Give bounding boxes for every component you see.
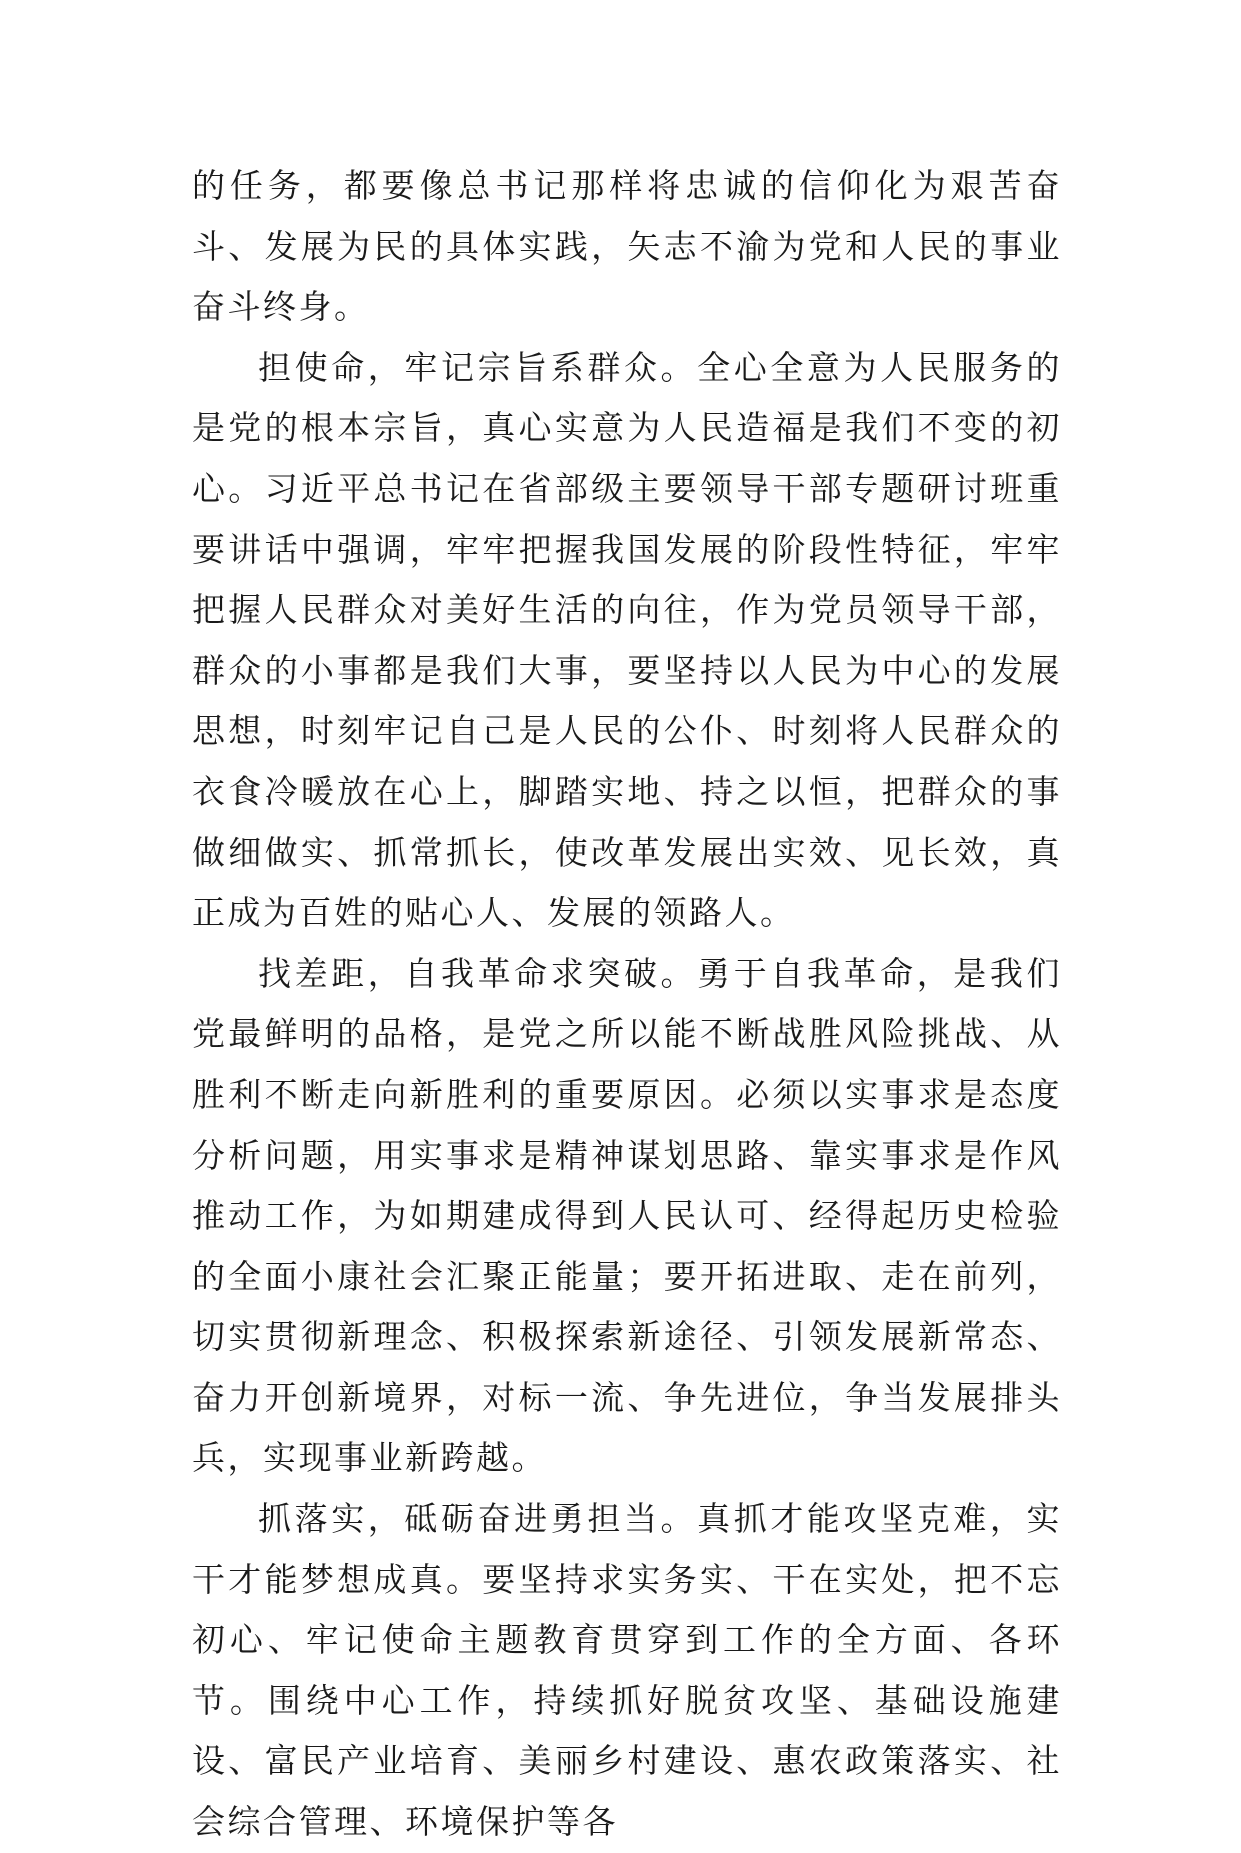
paragraph-2: 担使命，牢记宗旨系群众。全心全意为人民服务的是党的根本宗旨，真心实意为人民造福是我们不变的初心。习近平总书记在省部级主要领导干部专题研讨班重要讲话中强调，牢牢把握我国发展的阶段性特征，牢牢把握人民群众对美好生活的向往，作为党员领导干部，群众的小事都是我们大事，要坚持以人民为中心的发展思想，时刻牢记自己是人民的公仆、时刻将人民群众的衣食冷暖放在心上，脚踏实地、持之以恒，把群众的事做细做实、抓常抓长，使改革发展出实效、见长效，真正成为百姓的贴心人、发展的领路人。	[192, 347, 1062, 933]
paragraph-4: 抓落实，砥砺奋进勇担当。真抓才能攻坚克难，实干才能梦想成真。要坚持求实务实、干在实处，把不忘初心、牢记使命主题教育贯穿到工作的全方面、各环节。围绕中心工作，持续抓好脱贫攻坚、基础设施建设、富民产业培育、美丽乡村建设、惠农政策落实、社会综合管理、环境保护等各	[192, 1499, 1062, 1842]
body-text	[192, 156, 1062, 1853]
paragraph-1: 的任务，都要像总书记那样将忠诚的信仰化为艰苦奋斗、发展为民的具体实践，矢志不渝为党和人民的事业奋斗终身。	[192, 166, 1062, 327]
paragraph-3: 找差距，自我革命求突破。勇于自我革命，是我们党最鲜明的品格，是党之所以能不断战胜风险挑战、从胜利不断走向新胜利的重要原因。必须以实事求是态度分析问题，用实事求是精神谋划思路、靠实事求是作风推动工作，为如期建成得到人民认可、经得起历史检验的全面小康社会汇聚正能量；要开拓进取、走在前列，切实贯彻新理念、积极探索新途径、引领发展新常态、奋力开创新境界，对标一流、争先进位，争当发展排头兵，实现事业新跨越。	[192, 953, 1062, 1478]
